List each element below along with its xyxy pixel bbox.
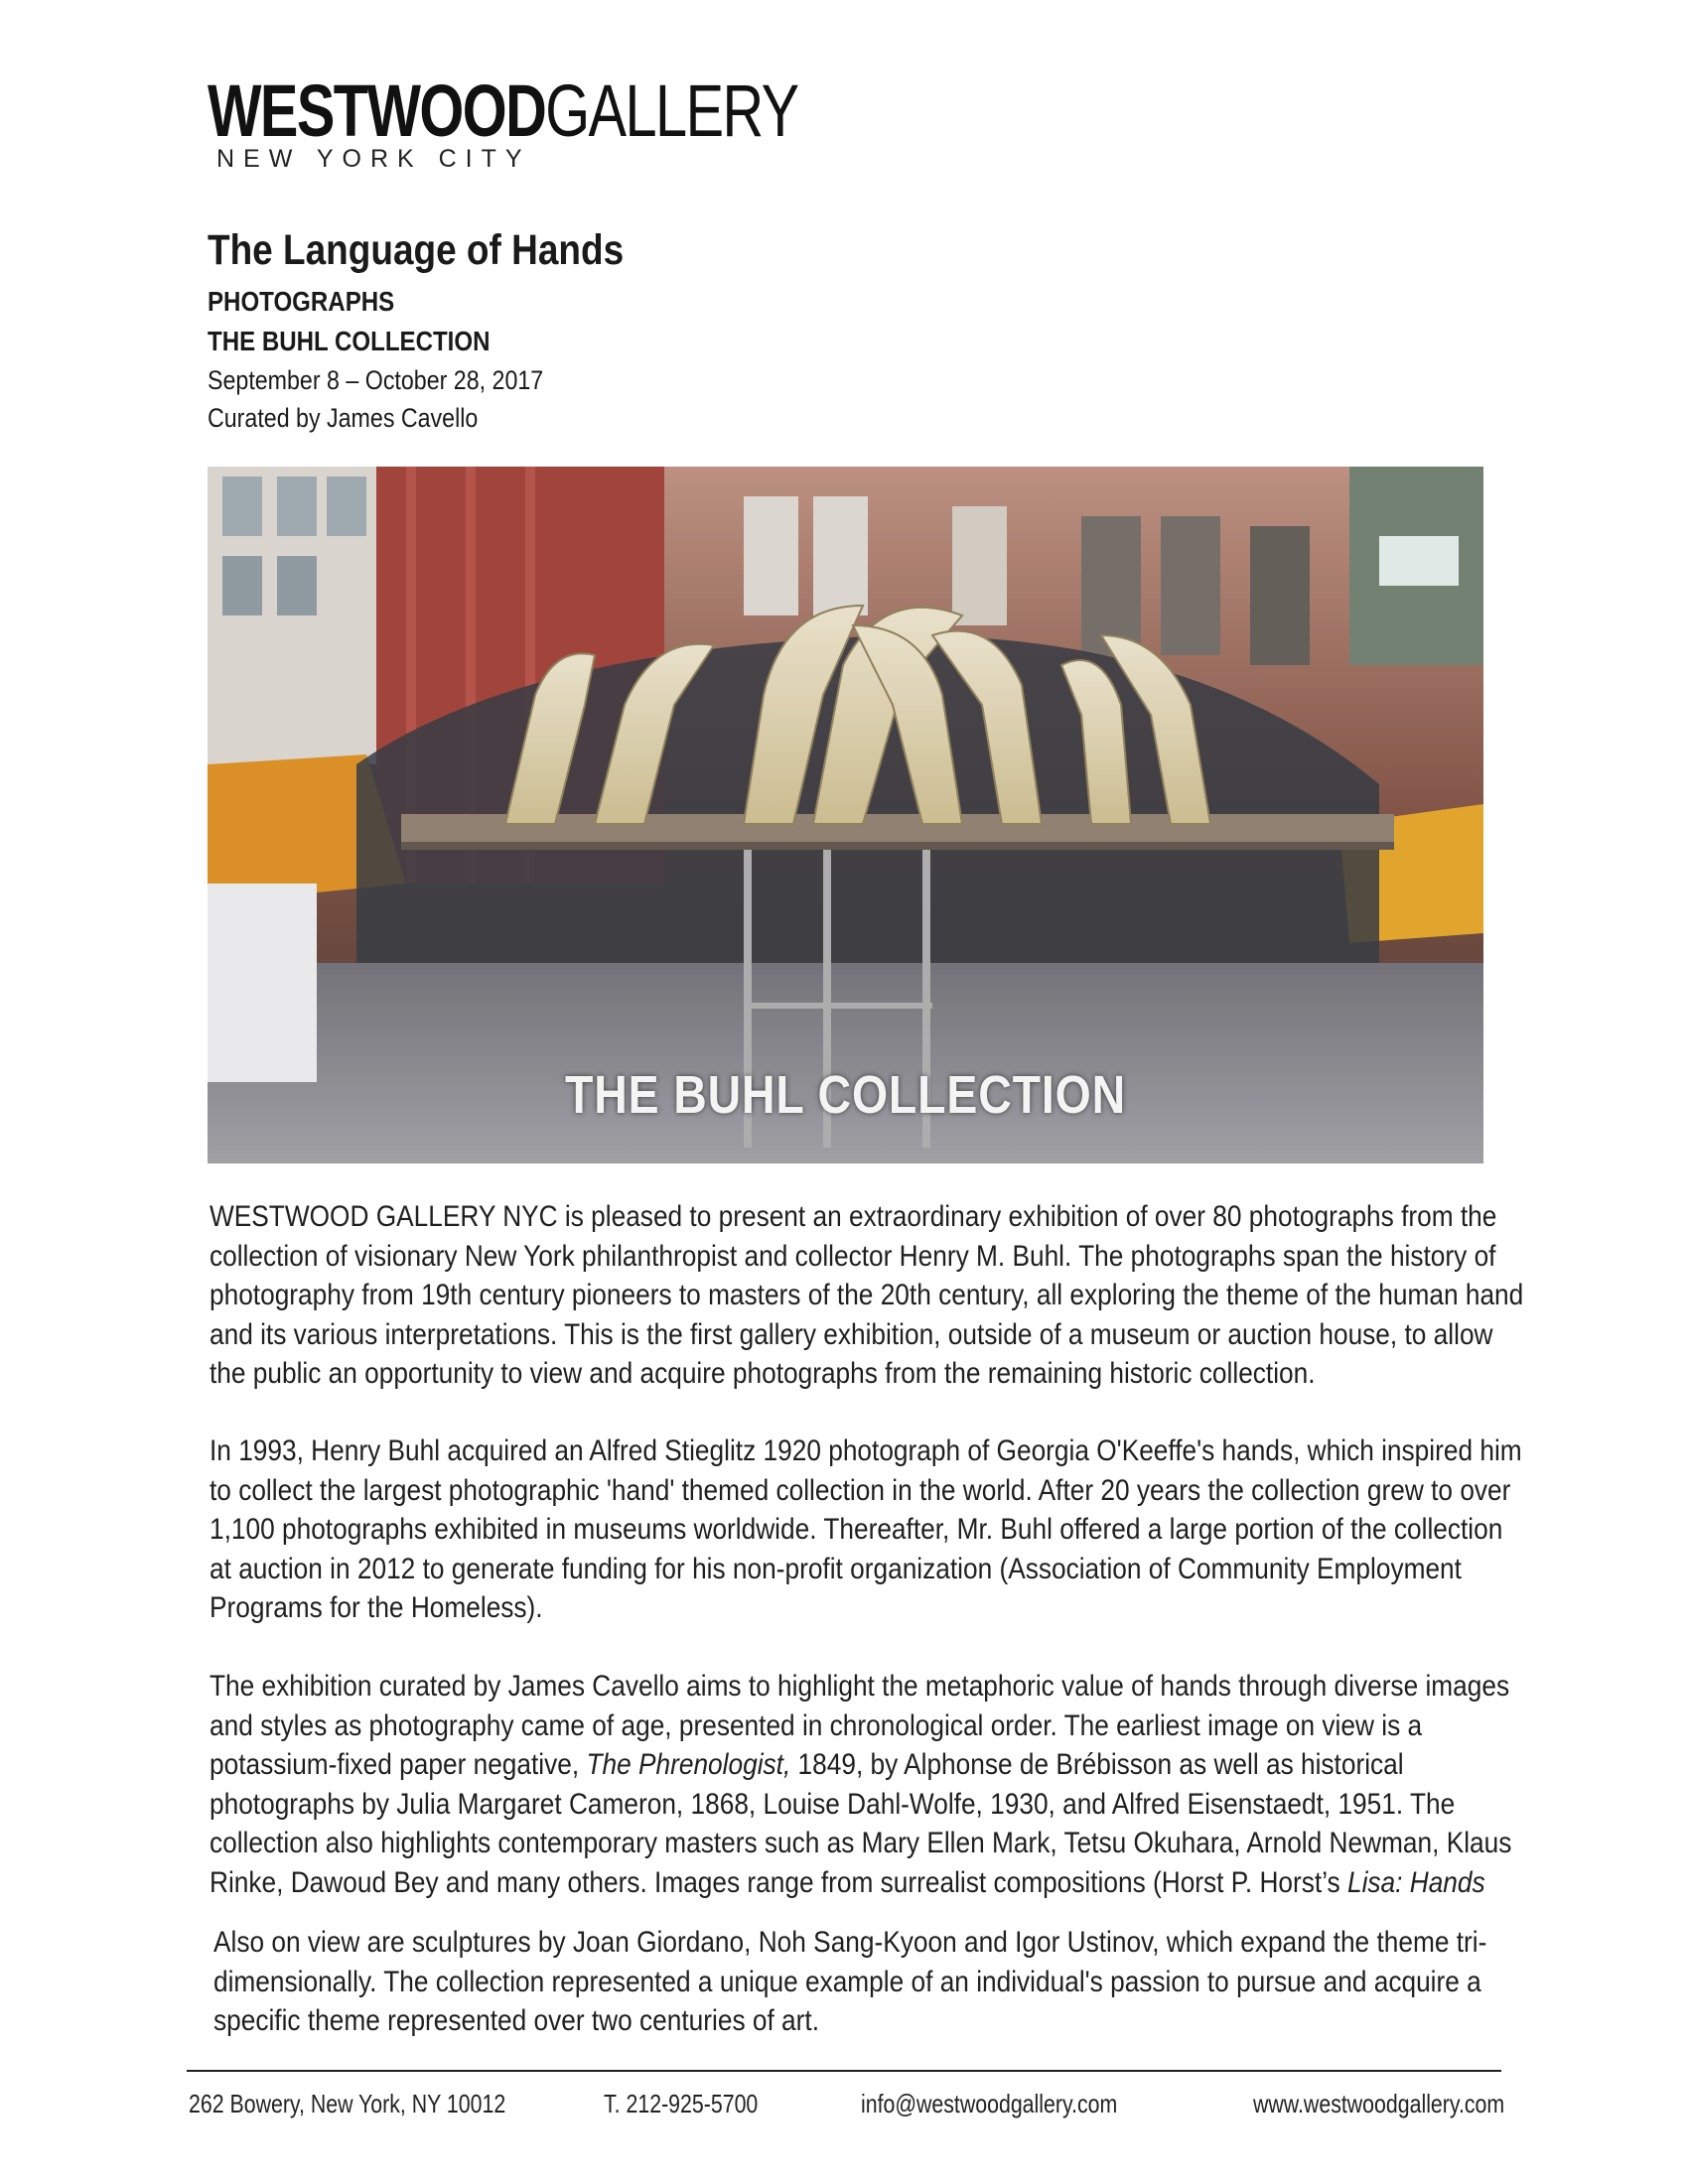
history-paragraph-text: In 1993, Henry Buhl acquired an Alfred Stieglitz 1920 photograph of Georgia O'Keeffe's hands, which inspired him to collect the largest photographic 'hand' themed collection in the world. After 20 years the collection grew to over 1,100 photographs exhibited in museums worldwide. Thereafter, Mr. Buhl offered a large portion of the collection at auction in 2012 to generate funding for his non-profit organization (Association of Community Employment Programs for the Homeless). <box>210 1434 1522 1624</box>
gallery-logo <box>208 71 964 174</box>
footer-phone: T. 212-925-5700 <box>604 2089 759 2118</box>
curation-text-part-a: The exhibition curated by James Cavello aims to highlight the metaphoric value of hands through diverse images and styles as photography came of age, presented in chronological order. The earliest image on view is a potassium-fixed paper negative, <box>210 1670 1510 1781</box>
sculptures-paragraph-text: Also on view are sculptures by Joan Giordano, Noh Sang-Kyoon and Igor Ustinov, which expand the theme tri-dimensionally. The collection represented a unique example of an individual's passion to pursue and acquire a specific theme represented over two centuries of art. <box>213 1926 1487 2037</box>
history-paragraph <box>210 1432 1530 1628</box>
storefront-hands-sculpture-image <box>208 467 1483 1163</box>
curation-text-part-b: 1849, by Alphonse de Brébisson as well as historical photographs by Julia Margaret Cameron, 1868, Louise Dahl-Wolfe, 1930, and Alfred Eisenstaedt, 1951. The collection also highlights contemporary masters such as Mary Ellen Mark, Tetsu Okuhara, Arnold Newman, Klaus Rinke, Dawoud Bey and many others. Images range from surrealist compositions (Horst P. Horst’s <box>210 1748 1512 1899</box>
exhibition-category: PHOTOGRAPHS <box>208 286 395 317</box>
exhibition-curator: Curated by James Cavello <box>208 403 479 433</box>
footer-website-link[interactable]: www.westwoodgallery.com <box>1253 2089 1505 2118</box>
curation-paragraph-text <box>210 1667 1526 1902</box>
intro-paragraph-text: WESTWOOD GALLERY NYC is pleased to present an extraordinary exhibition of over 80 photographs from the collection of visionary New York philanthropist and collector Henry M. Buhl. The photographs span the history of photography from 19th century pioneers to masters of the 20th century, all exploring the theme of the human hand and its various interpretations. This is the first gallery exhibition, outside of a museum or auction house, to allow the public an opportunity to view and acquire photographs from the remaining historic collection. <box>210 1200 1524 1390</box>
footer-email-link[interactable]: info@westwoodgallery.com <box>861 2089 1118 2118</box>
exhibition-title: The Language of Hands <box>208 226 625 274</box>
curation-paragraph <box>210 1667 1530 1902</box>
footer-divider <box>187 2070 1501 2072</box>
logo-wordmark <box>208 71 798 151</box>
exhibition-collection: THE BUHL COLLECTION <box>208 326 491 356</box>
lisa-hands-title: Lisa: Hands <box>1346 1865 1485 1899</box>
photo-caption: THE BUHL COLLECTION <box>564 1065 1126 1125</box>
logo-city: NEW YORK CITY <box>216 145 531 173</box>
exhibition-dates: September 8 – October 28, 2017 <box>208 365 544 395</box>
logo-light-text: GALLERY <box>545 69 798 152</box>
phrenologist-title: The Phrenologist, <box>586 1748 791 1781</box>
sculptures-paragraph <box>213 1923 1534 2041</box>
logo-bold-text: WESTWOOD <box>208 69 546 152</box>
intro-paragraph <box>210 1197 1530 1394</box>
footer-address: 262 Bowery, New York, NY 10012 <box>189 2089 506 2118</box>
exhibition-header <box>208 224 691 437</box>
exhibition-photo <box>208 467 1483 1163</box>
footer <box>189 2089 1505 2124</box>
